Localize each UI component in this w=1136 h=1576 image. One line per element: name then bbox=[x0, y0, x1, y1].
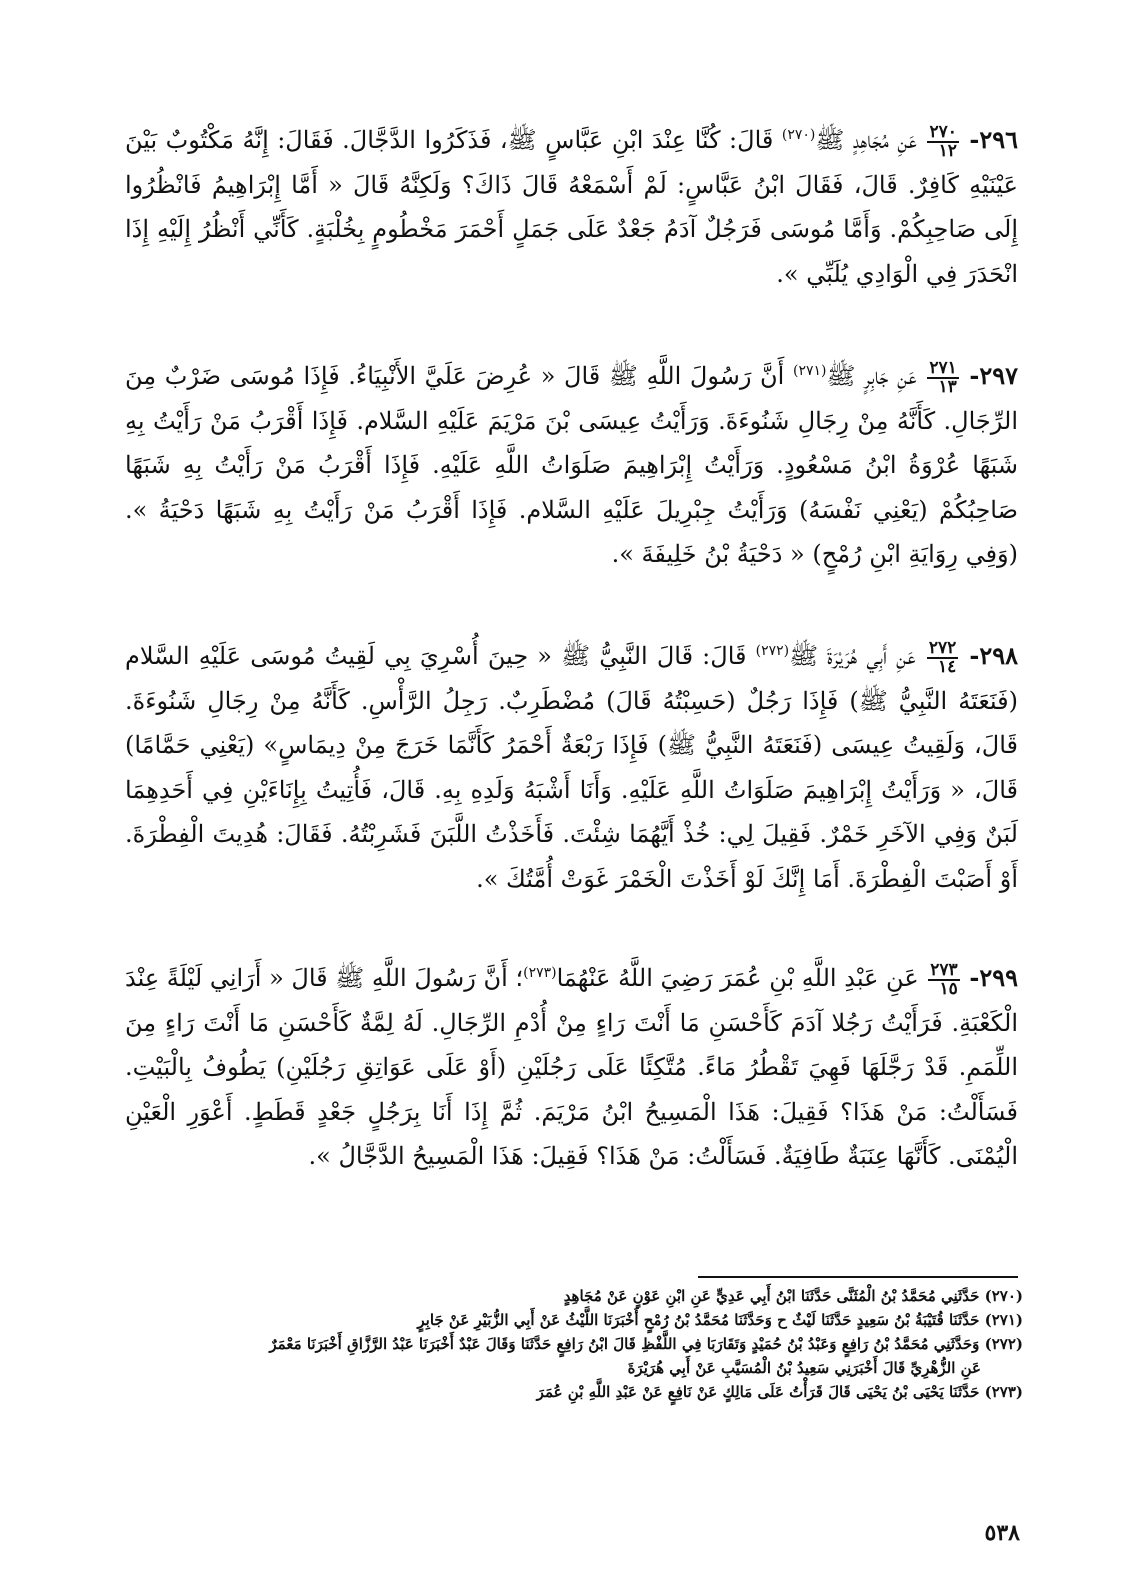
footnote: (٢٧٠) حَدَّثَنِي مُحَمَّدُ بْنُ الْمُثَنَّى حَدَّثَنَا ابْنُ أَبِي عَدِيٍّ عَنِ ابْنِ عَوْنٍ عَنْ مُجَاهِدٍ bbox=[563, 1287, 1023, 1305]
hadith-fraction bbox=[927, 357, 958, 397]
hadith-296 bbox=[125, 118, 1018, 296]
hadith-text: ؛ أَنَّ رَسُولَ اللَّهِ ﷺ قَالَ « أَرَانِي لَيْلَةً عِنْدَ الْكَعْبَةِ. فَرَأَيْتُ رَجُلا آدَمَ كَأَحْسَنِ مَا أَنْتَ رَاءٍ مِنْ أُدْمِ الرِّجَالِ. لَهُ لِمَّةٌ كَأَحْسَنِ مَا أَنْتَ رَاءٍ مِنَ اللِّمَمِ. قَدْ رَجَّلَهَا فَهِيَ تَقْطُرُ مَاءً. مُتَّكِئًا عَلَى رَجُلَيْنِ (أَوْ عَلَى عَوَاتِقِ رَجُلَيْنِ) يَطُوفُ بِالْبَيْتِ. فَسَأَلْتُ: مَنْ هَذَا؟ فَقِيلَ: هَذَا الْمَسِيحُ ابْنُ مَرْيَمَ. ثُمَّ إِذَا أَنَا بِرَجُلٍ جَعْدٍ قَطَطٍ. أَعْوَرِ الْعَيْنِ الْيُمْنَى. كَأَنَّهَا عِنَبَةٌ طَافِيَةٌ. فَسَأَلْتُ: مَنْ هَذَا؟ فَقِيلَ: هَذَا الْمَسِيحُ الدَّجَّالُ ». bbox=[125, 964, 1018, 1170]
hadith-298 bbox=[125, 634, 1018, 901]
footnote-ref[interactable]: (٢٧٢) bbox=[755, 643, 790, 659]
hadith-297 bbox=[125, 354, 1018, 577]
hadith-narrator: عَنِ أَبِي هُرَيْرَةَ ﷺ bbox=[789, 642, 916, 670]
hadith-fraction bbox=[927, 637, 958, 677]
fraction-top: ٢٧٢ bbox=[928, 637, 957, 658]
hadith-narrator: عَنِ جَابِرٍ ﷺ bbox=[826, 362, 917, 390]
fraction-top: ٢٧٠ bbox=[929, 121, 957, 142]
hadith-number: ٢٩٦- bbox=[969, 125, 1018, 154]
hadith-narrator: عَنِ عَبْدِ اللَّهِ بْنِ عُمَرَ رَضِيَ اللَّهُ عَنْهُمَا bbox=[556, 964, 919, 992]
footnote: (٢٧٣) حَدَّثَنَا يَحْيَى بْنُ يَحْيَى قَالَ قَرَأْتُ عَلَى مَالِكٍ عَنْ نَافِعٍ عَنْ عَبْدِ اللَّهِ بْنِ عُمَرَ bbox=[536, 1383, 1023, 1401]
hadith-text: قَالَ: قَالَ النَّبِيُّ ﷺ « حِينَ أُسْرِيَ بِي لَقِيتُ مُوسَى عَلَيْهِ السَّلام (فَنَعَتَهُ النَّبِيُّ ﷺ) فَإِذَا رَجُلٌ (حَسِبْتُهُ قَالَ) مُضْطَرِبٌ. رَجِلُ الرَّأْسِ. كَأَنَّهُ مِنْ رِجَالِ شَنُوءَةَ. قَالَ، وَلَقِيتُ عِيسَى (فَنَعَتَهُ النَّبِيُّ ﷺ) فَإِذَا رَبْعَةٌ أَحْمَرُ كَأَنَّمَا خَرَجَ مِنْ دِيمَاسٍ» (يَعْنِي حَمَّامًا) قَالَ، « وَرَأَيْتُ إِبْرَاهِيمَ صَلَوَاتُ اللَّهِ عَلَيْهِ. وَأَنَا أَشْبَهُ وَلَدِهِ بِهِ. قَالَ، فَأُتِيتُ بِإِنَاءَيْنِ فِي أَحَدِهِمَا لَبَنٌ وَفِي الآخَرِ خَمْرٌ. فَقِيلَ لِي: خُذْ أَيَّهُمَا شِئْتَ. فَأَخَذْتُ اللَّبَنَ فَشَرِبْتُهُ. فَقَالَ: هُدِيتَ الْفِطْرَةَ. أَوْ أَصَبْتَ الْفِطْرَةَ. أَمَا إِنَّكَ لَوْ أَخَذْتَ الْخَمْرَ غَوَتْ أُمَّتُكَ ». bbox=[125, 642, 1018, 893]
hadith-number: ٢٩٧- bbox=[969, 361, 1018, 390]
fraction-bottom: ١٤ bbox=[937, 656, 957, 677]
footnote: (٢٧١) حَدَّثَنَا قُتَيْبَةُ بْنُ سَعِيدٍ حَدَّثَنَا لَيْثٌ ح وَحَدَّثَنَا مُحَمَّدُ بْنُ رُمْحٍ أَخْبَرَنَا اللَّيْثُ عَنْ أَبِي الزُّبَيْرِ عَنْ جَابِرٍ bbox=[417, 1311, 1023, 1329]
footnote-divider bbox=[698, 1276, 1018, 1278]
hadith-fraction bbox=[927, 121, 958, 161]
footnotes bbox=[125, 1284, 1023, 1404]
footnote-continuation: عَنِ الزُّهْرِيِّ قَالَ أَخْبَرَنِي سَعِيدُ بْنُ الْمُسَيَّبِ عَنْ أَبِي هُرَيْرَةَ bbox=[627, 1359, 981, 1377]
hadith-fraction bbox=[928, 959, 959, 999]
footnote-ref[interactable]: (٢٧١) bbox=[792, 363, 827, 379]
hadith-299 bbox=[125, 956, 1018, 1179]
fraction-bottom: ١٥ bbox=[939, 978, 958, 999]
fraction-bottom: ١٣ bbox=[938, 376, 957, 397]
hadith-number: ٢٩٩- bbox=[969, 963, 1018, 992]
fraction-top: ٢٧٣ bbox=[930, 959, 958, 980]
hadith-number: ٢٩٨- bbox=[969, 641, 1018, 670]
hadith-narrator: عَنِ مُجَاهِدٍ ﷺ bbox=[815, 126, 917, 154]
hadith-text: قَالَ: كُنَّا عِنْدَ ابْنِ عَبَّاسٍ ﷺ، فَذَكَرُوا الدَّجَّالَ. فَقَالَ: إِنَّهُ مَكْتُوبٌ بَيْنَ عَيْنَيْهِ كَافِرٌ. قَالَ، فَقَالَ ابْنُ عَبَّاسٍ: لَمْ أَسْمَعْهُ قَالَ ذَاكَ؟ وَلَكِنَّهُ قَالَ « أَمَّا إِبْرَاهِيمُ فَانْظُرُوا إِلَى صَاحِبِكُمْ. وَأَمَّا مُوسَى فَرَجُلٌ آدَمُ جَعْدٌ عَلَى جَمَلٍ أَحْمَرَ مَخْطُومٍ بِخُلْبَةٍ. كَأَنِّي أَنْظُرُ إِلَيْهِ إِذَا انْحَدَرَ فِي الْوَادِي يُلَبِّي ». bbox=[125, 126, 1018, 288]
fraction-bottom: ١٢ bbox=[938, 140, 957, 161]
fraction-top: ٢٧١ bbox=[929, 357, 957, 378]
footnote-ref[interactable]: (٢٧٠) bbox=[781, 127, 816, 143]
page-number: ٥٣٨ bbox=[984, 1520, 1020, 1546]
footnote-ref[interactable]: (٢٧٣) bbox=[523, 965, 557, 981]
hadith-text: أَنَّ رَسُولَ اللَّهِ ﷺ قَالَ « عُرِضَ عَلَيَّ الأَنْبِيَاءُ. فَإِذَا مُوسَى ضَرْبٌ مِنَ الرِّجَالِ. كَأَنَّهُ مِنْ رِجَالِ شَنُوءَةَ. وَرَأَيْتُ عِيسَى بْنَ مَرْيَمَ عَلَيْهِ السَّلام. فَإِذَا أَقْرَبُ مَنْ رَأَيْتُ بِهِ شَبَهًا عُرْوَةُ ابْنُ مَسْعُودٍ. وَرَأَيْتُ إِبْرَاهِيمَ صَلَوَاتُ اللَّهِ عَلَيْهِ. فَإِذَا أَقْرَبُ مَنْ رَأَيْتُ بِهِ شَبَهًا صَاحِبُكُمْ (يَعْنِي نَفْسَهُ) وَرَأَيْتُ جِبْرِيلَ عَلَيْهِ السَّلام. فَإِذَا أَقْرَبُ مَنْ رَأَيْتُ بِهِ شَبَهًا دَحْيَةُ ». (وَفِي رِوَايَةِ ابْنِ رُمْحٍ) « دَحْيَةُ بْنُ خَلِيفَةَ ». bbox=[125, 362, 1018, 568]
footnote: (٢٧٢) وَحَدَّثَنِي مُحَمَّدُ بْنُ رَافِعٍ وَعَبْدُ بْنُ حُمَيْدٍ وَتَقَارَبَا فِي اللَّفْظِ قَالَ ابْنُ رَافِعٍ حَدَّثَنَا وَقَالَ عَبْدٌ أَخْبَرَنَا عَبْدُ الرَّزَّاقِ أَخْبَرَنَا مَعْمَرٌ bbox=[269, 1335, 1023, 1353]
